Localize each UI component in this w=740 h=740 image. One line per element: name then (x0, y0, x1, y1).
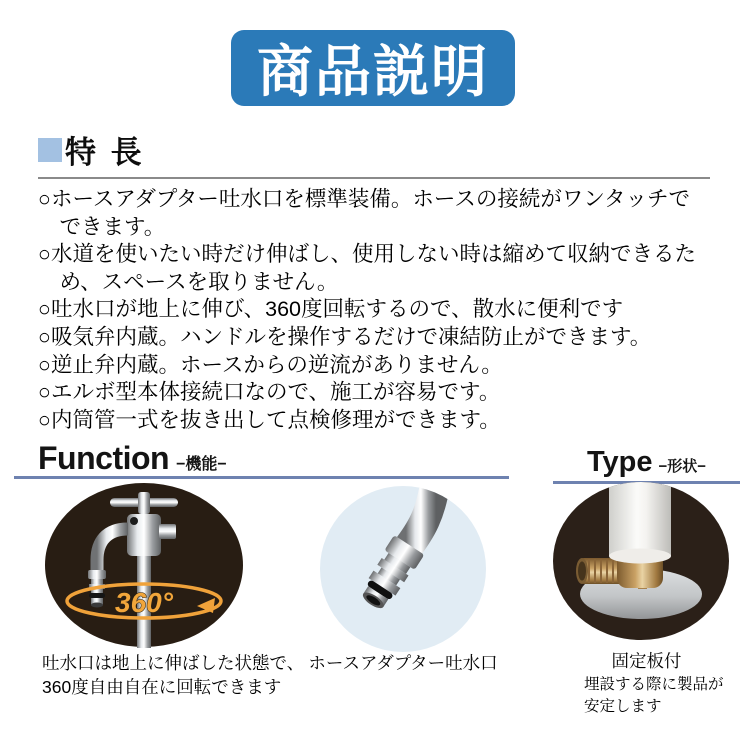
faucet-360-illustration (44, 482, 244, 648)
function-underline (14, 476, 509, 479)
cylinder-bottom-cap (609, 549, 671, 564)
plate-note-line2: 安定します (584, 698, 662, 715)
feature-item: ○吐水口が地上に伸び、360度回転するので、散水に便利です (38, 297, 624, 322)
faucet-caption-line1: 吐水口は地上に伸ばした状態で、 (42, 653, 305, 673)
faucet-caption (42, 651, 304, 699)
faucet-caption-line2: 360度自由自在に回転できます (42, 677, 282, 697)
handle-hub (138, 492, 150, 514)
features-heading (38, 127, 710, 172)
function-subtitle: −機能− (176, 456, 227, 473)
feature-item: ○内筒管一式を抜き出して点検修理ができます。 (38, 407, 501, 432)
white-pipe-cylinder (609, 482, 671, 556)
hose-adapter-illustration (320, 486, 486, 652)
type-subtitle: −形状− (658, 458, 707, 475)
fixing-plate-illustration (553, 482, 729, 640)
plate-note (584, 674, 724, 718)
feature-item: ○吸気弁内蔵。ハンドルを操作するだけで凍結防止ができます。 (38, 324, 652, 349)
page-title: 商品説明 (231, 30, 515, 106)
body-screw (130, 517, 138, 525)
side-outlet (159, 524, 176, 539)
feature-item: ○逆止弁内蔵。ホースからの逆流がありません。 (38, 352, 503, 377)
plate-note-line1: 埋設する際に製品が (584, 676, 724, 693)
features-divider (38, 177, 710, 179)
plate-caption: 固定板付 (611, 651, 682, 671)
function-heading (38, 440, 227, 477)
function-title: Function (38, 440, 170, 476)
rotation-degree-label: 360° (115, 587, 173, 618)
square-bullet-icon (38, 138, 62, 162)
adapter-caption: ホースアダプター吐水口 (308, 653, 498, 673)
features-list (38, 186, 698, 434)
type-heading (553, 446, 740, 479)
features-heading-label: 特 長 (65, 135, 145, 170)
features-section (38, 127, 710, 434)
type-title: Type (586, 446, 653, 478)
feature-item: ○エルボ型本体接続口なので、施工が容易です。 (38, 380, 501, 405)
feature-item: ○水道を使いたい時だけ伸ばし、使用しない時は縮めて収納できるため、スペースを取りません。 (38, 242, 696, 294)
feature-item: ○ホースアダプター吐水口を標準装備。ホースの接続がワンタッチでできます。 (38, 187, 690, 239)
